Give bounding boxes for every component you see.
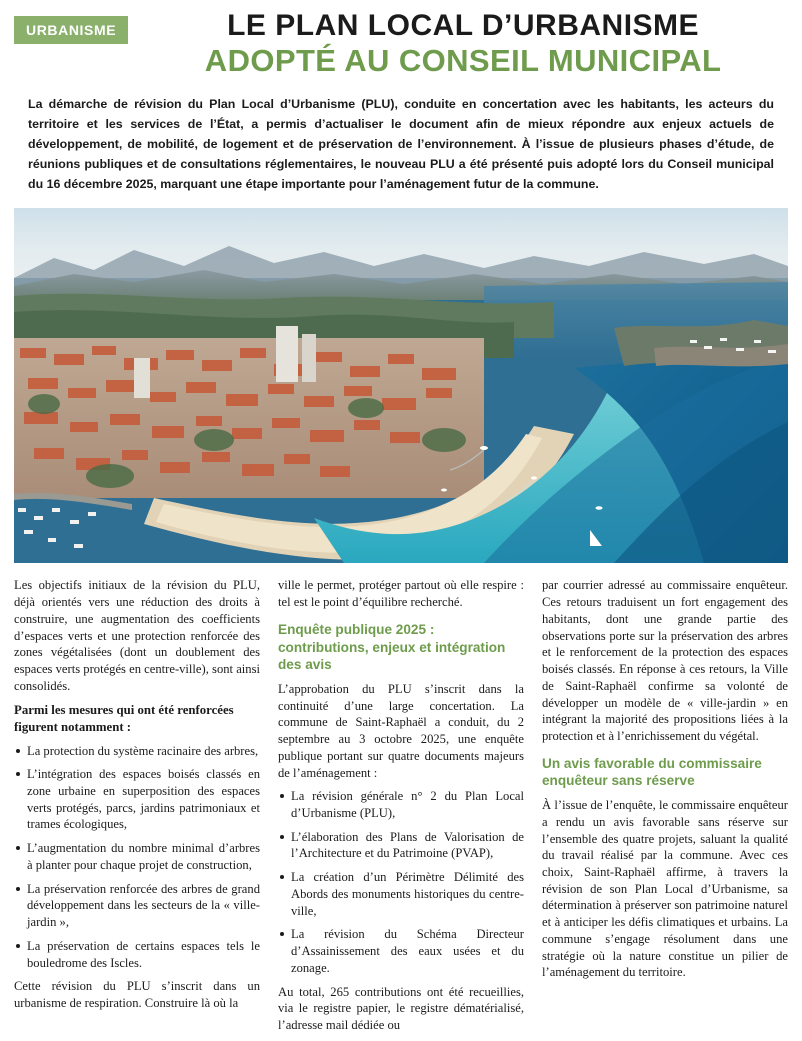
list-item: L’augmentation du nombre minimal d’arbres à planter pour chaque projet de construction, bbox=[14, 840, 260, 873]
col1-paragraph-1: Les objectifs initiaux de la révision du PLU, déjà orientés vers une réduction des droits à construire, une augmentation des coefficients d’espaces verts et une protection renforcée des zones végétalisées (dont un doublement des espaces verts protégés en centre-ville), sont ainsi consolidés. bbox=[14, 578, 260, 693]
list-item: L’élaboration des Plans de Valorisation de l’Architecture et du Patrimoine (PVAP), bbox=[278, 829, 524, 862]
list-item: La préservation de certains espaces tels le bouledrome des Iscles. bbox=[14, 938, 260, 971]
col3-subheading: Un avis favorable du commissaire enquêteur sans réserve bbox=[542, 755, 762, 789]
list-item: L’intégration des espaces boisés classés en zone urbaine en superposition des espaces verts protégés, parcs, jardins patrimoniaux et trames écologiques, bbox=[14, 766, 260, 833]
col1-bullet-list bbox=[14, 743, 260, 972]
page-title: LE PLAN LOCAL D’URBANISME bbox=[227, 9, 700, 42]
title-block bbox=[138, 10, 788, 78]
col2-bullet-list bbox=[278, 788, 524, 976]
list-item: La révision du Schéma Directeur d’Assainissement des eaux usées et du zonage. bbox=[278, 926, 524, 976]
col2-paragraph-2: L’approbation du PLU s’inscrit dans la continuité d’une large concertation. La commune de Saint-Raphaël a conduit, du 2 septembre au 3 octobre 2025, une enquête publique portant sur quatre documents majeurs de l’aménagement : bbox=[278, 681, 524, 780]
article-columns bbox=[14, 577, 788, 1040]
hero-image bbox=[14, 208, 788, 563]
header-top-row bbox=[14, 10, 788, 78]
column-1 bbox=[14, 577, 260, 1040]
col2-paragraph-1: ville le permet, protéger partout où elle respire : tel est le point d’équilibre recherché. bbox=[278, 578, 524, 610]
col2-paragraph-3: Au total, 265 contributions ont été recueillies, via le registre papier, le registre dématérialisé, l’adresse mail dédiée ou bbox=[278, 984, 524, 1033]
category-badge: URBANISME bbox=[14, 16, 128, 44]
list-item: La création d’un Périmètre Délimité des Abords des monuments historiques du centre-ville, bbox=[278, 869, 524, 919]
col1-paragraph-2: Cette révision du PLU s’inscrit dans un urbanisme de respiration. Construire là où la bbox=[14, 979, 260, 1011]
article-header bbox=[0, 0, 802, 194]
list-item: La préservation renforcée des arbres de grand développement dans les secteurs de la « ville-jardin », bbox=[14, 881, 260, 931]
coastline-illustration bbox=[14, 208, 788, 563]
column-3 bbox=[542, 577, 788, 1040]
intro-paragraph: La démarche de révision du Plan Local d’Urbanisme (PLU), conduite en concertation avec les habitants, les acteurs du territoire et les services de l’État, a permis d’actualiser le document afin de mieux répondre aux enjeux actuels de développement, de mobilité, de logement et de préservation de l’environnement. À l’issue de plusieurs phases d’étude, de réunions publiques et de consultations réglementaires, le nouveau PLU a été présenté puis adopté lors du Conseil municipal du 16 décembre 2025, marquant une étape importante pour l’aménagement futur de la commune. bbox=[28, 96, 774, 192]
list-item: La protection du système racinaire des arbres, bbox=[14, 743, 260, 760]
col1-lead: Parmi les mesures qui ont été renforcées figurent notamment : bbox=[14, 702, 234, 734]
col2-subheading: Enquête publique 2025 : contributions, enjeux et intégration des avis bbox=[278, 621, 506, 673]
col3-paragraph-2: À l’issue de l’enquête, le commissaire enquêteur a rendu un avis favorable sans réserve sur l’ensemble des quatre projets, saluant la qualité du travail réalisé par la commune. Avec ces choix, Saint-Raphaël affirme, à travers la révision de son Plan Local d’Urbanisme, sa détermination à préserver son patrimoine naturel et à anticiper les défis climatiques et urbains. La commune s’engage résolument dans une stratégie où la nature constitue un pilier de l’aménagement du territoire. bbox=[542, 798, 788, 980]
col3-paragraph-1: par courrier adressé au commissaire enquêteur. Ces retours traduisent un fort engagement des habitants, dont une grande partie des observations porte sur la préservation des arbres et le renforcement de la protection des espaces boisés classés. En réponse à ces retours, la Ville de Saint-Raphaël confirme sa volonté de développer un modèle de « ville-jardin » en intégrant la majorité des propositions liées à la protection et à l’enrichissement du végétal. bbox=[542, 578, 788, 743]
page-subtitle: ADOPTÉ AU CONSEIL MUNICIPAL bbox=[204, 42, 722, 78]
column-2 bbox=[278, 577, 524, 1040]
list-item: La révision générale n° 2 du Plan Local d’Urbanisme (PLU), bbox=[278, 788, 524, 821]
